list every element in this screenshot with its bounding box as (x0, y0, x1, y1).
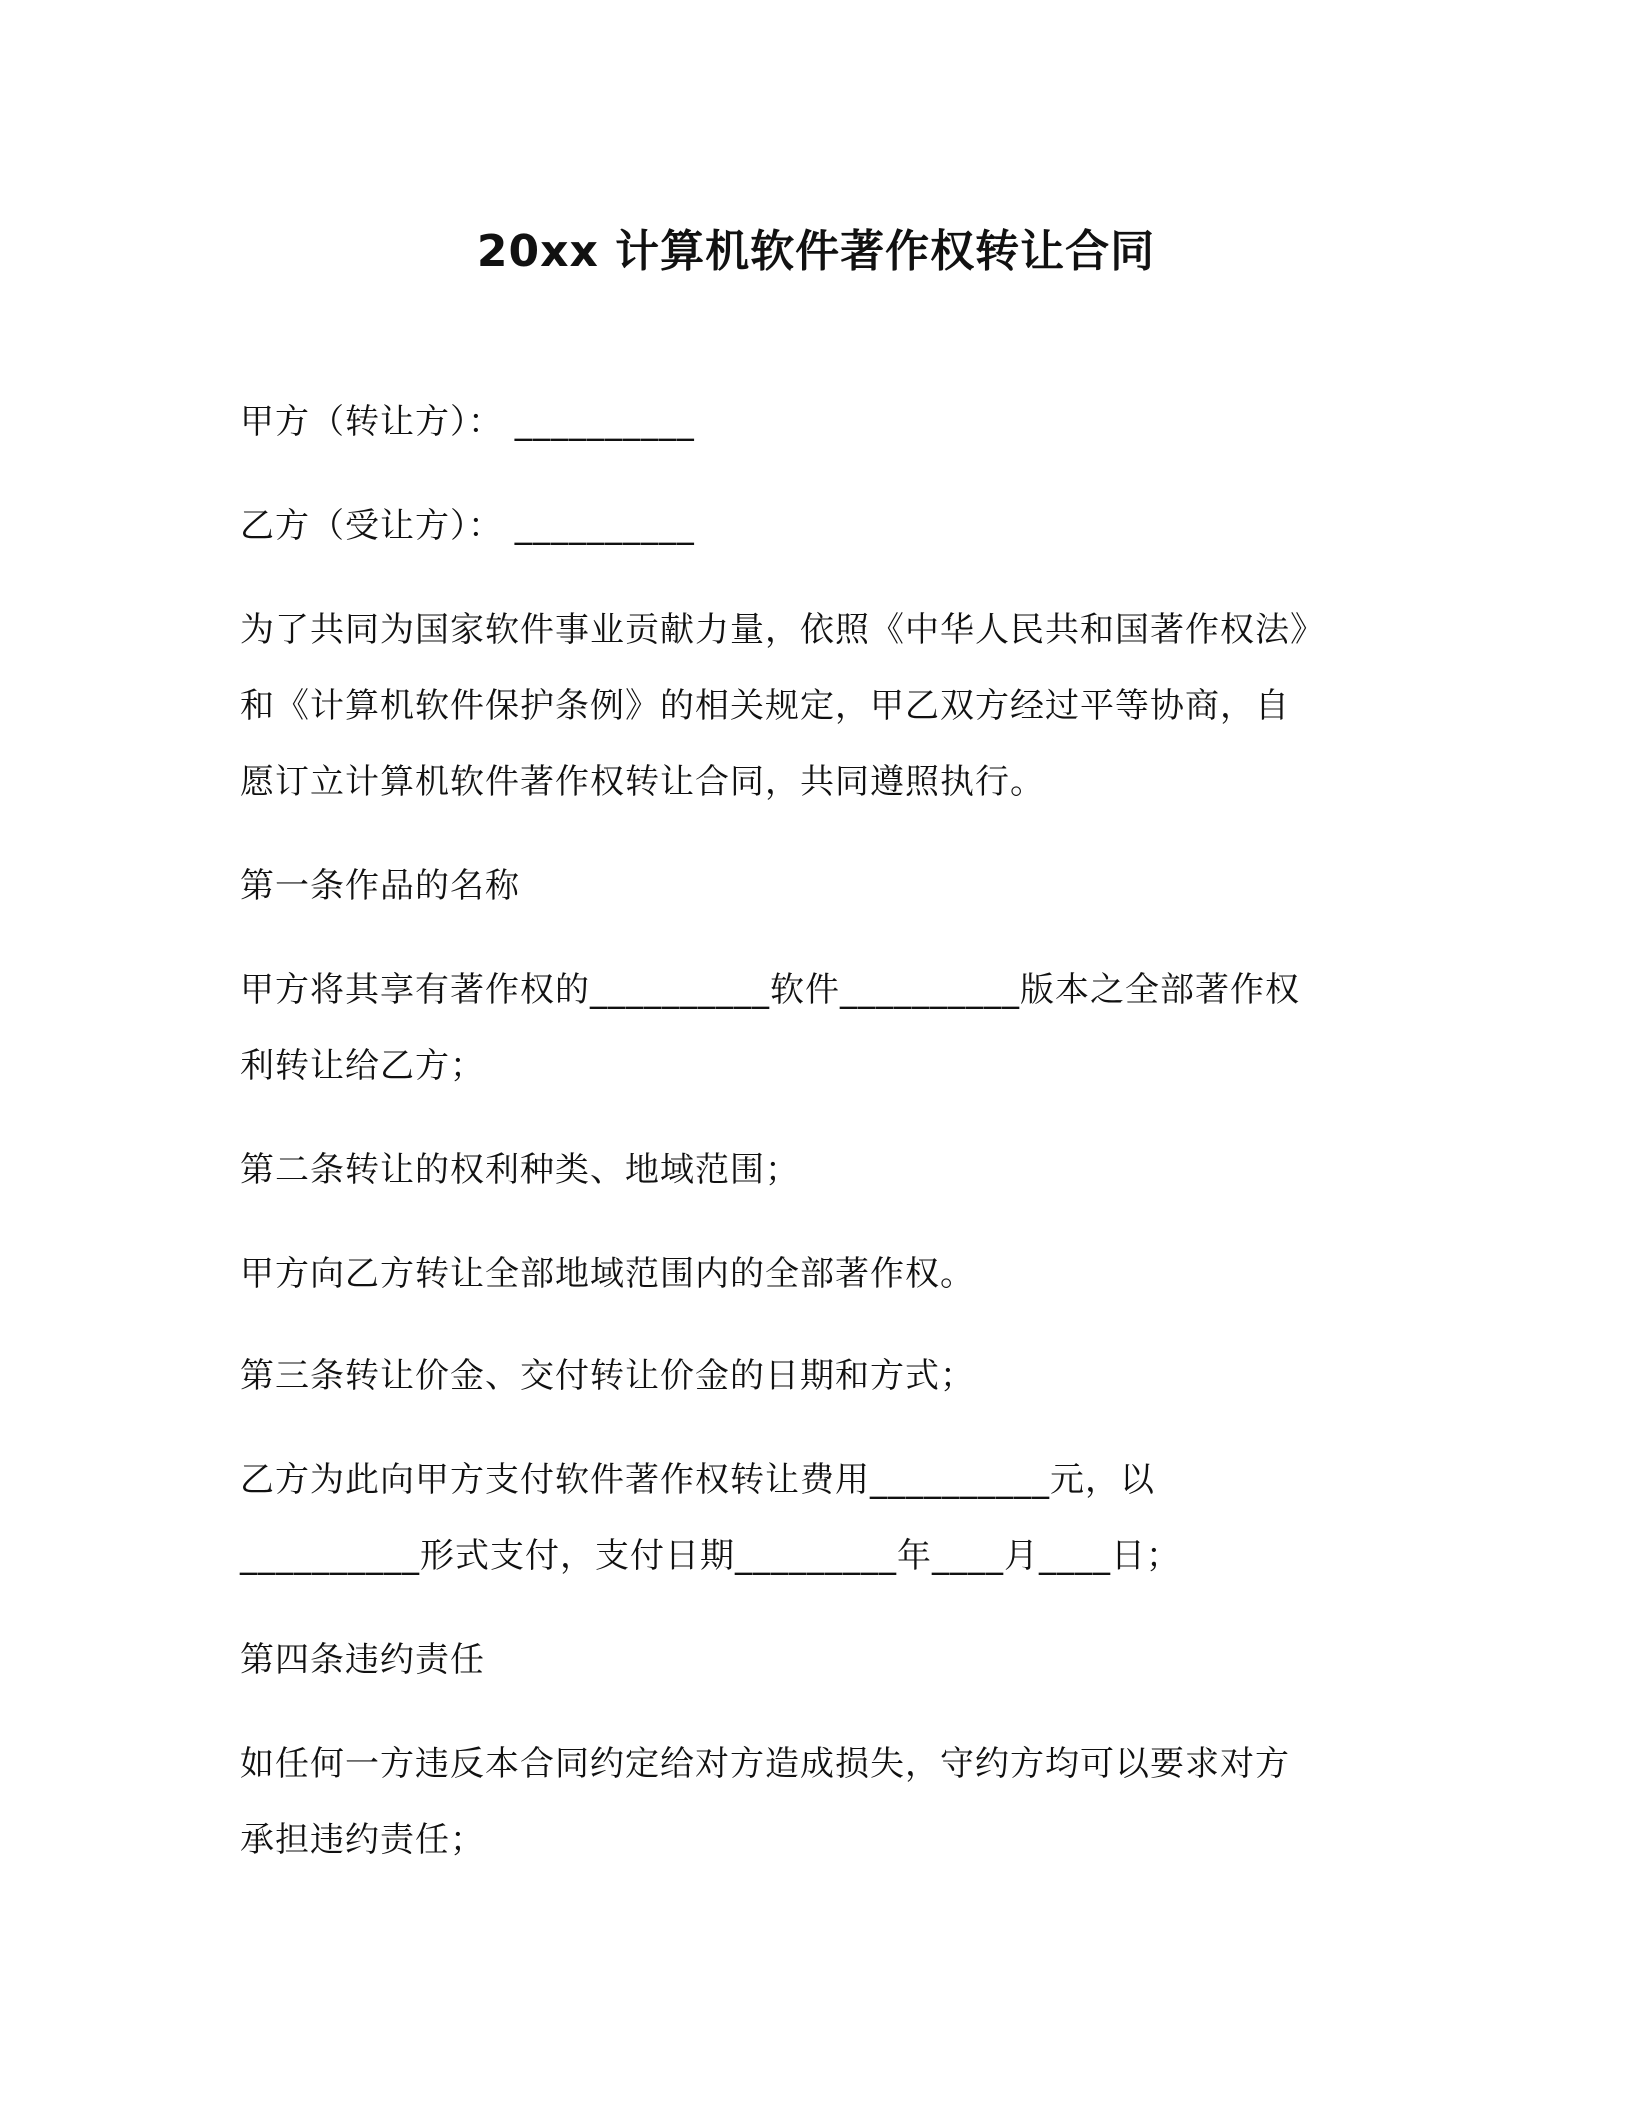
document-title: 20xx 计算机软件著作权转让合同 (476, 226, 1156, 277)
article-2-heading: 第二条转让的权利种类、地域范围； (240, 1150, 800, 1190)
article-4-text-line-1: 如任何一方违反本合同约定给对方造成损失，守约方均可以要求对方 (240, 1744, 1290, 1784)
party-b-line: 乙方（受让方）： __________ (240, 506, 695, 546)
preamble-line-3: 愿订立计算机软件著作权转让合同，共同遵照执行。 (240, 762, 1045, 802)
preamble-line-1: 为了共同为国家软件事业贡献力量，依照《中华人民共和国著作权法》 (240, 610, 1325, 650)
article-1-text-line-1: 甲方将其享有著作权的__________软件__________版本之全部著作权 (240, 970, 1300, 1010)
article-3-heading: 第三条转让价金、交付转让价金的日期和方式； (240, 1356, 975, 1396)
article-4-heading: 第四条违约责任 (240, 1640, 485, 1680)
article-3-text-line-2: __________形式支付，支付日期_________年____月____日； (240, 1536, 1181, 1576)
preamble-line-2: 和《计算机软件保护条例》的相关规定，甲乙双方经过平等协商，自 (240, 686, 1290, 726)
article-2-text: 甲方向乙方转让全部地域范围内的全部著作权。 (240, 1254, 975, 1294)
article-4-text-line-2: 承担违约责任； (240, 1820, 485, 1860)
party-a-line: 甲方（转让方）： __________ (240, 402, 695, 442)
article-1-heading: 第一条作品的名称 (240, 866, 520, 906)
article-1-text-line-2: 利转让给乙方； (240, 1046, 485, 1086)
article-3-text-line-1: 乙方为此向甲方支付软件著作权转让费用__________元，以 (240, 1460, 1155, 1500)
